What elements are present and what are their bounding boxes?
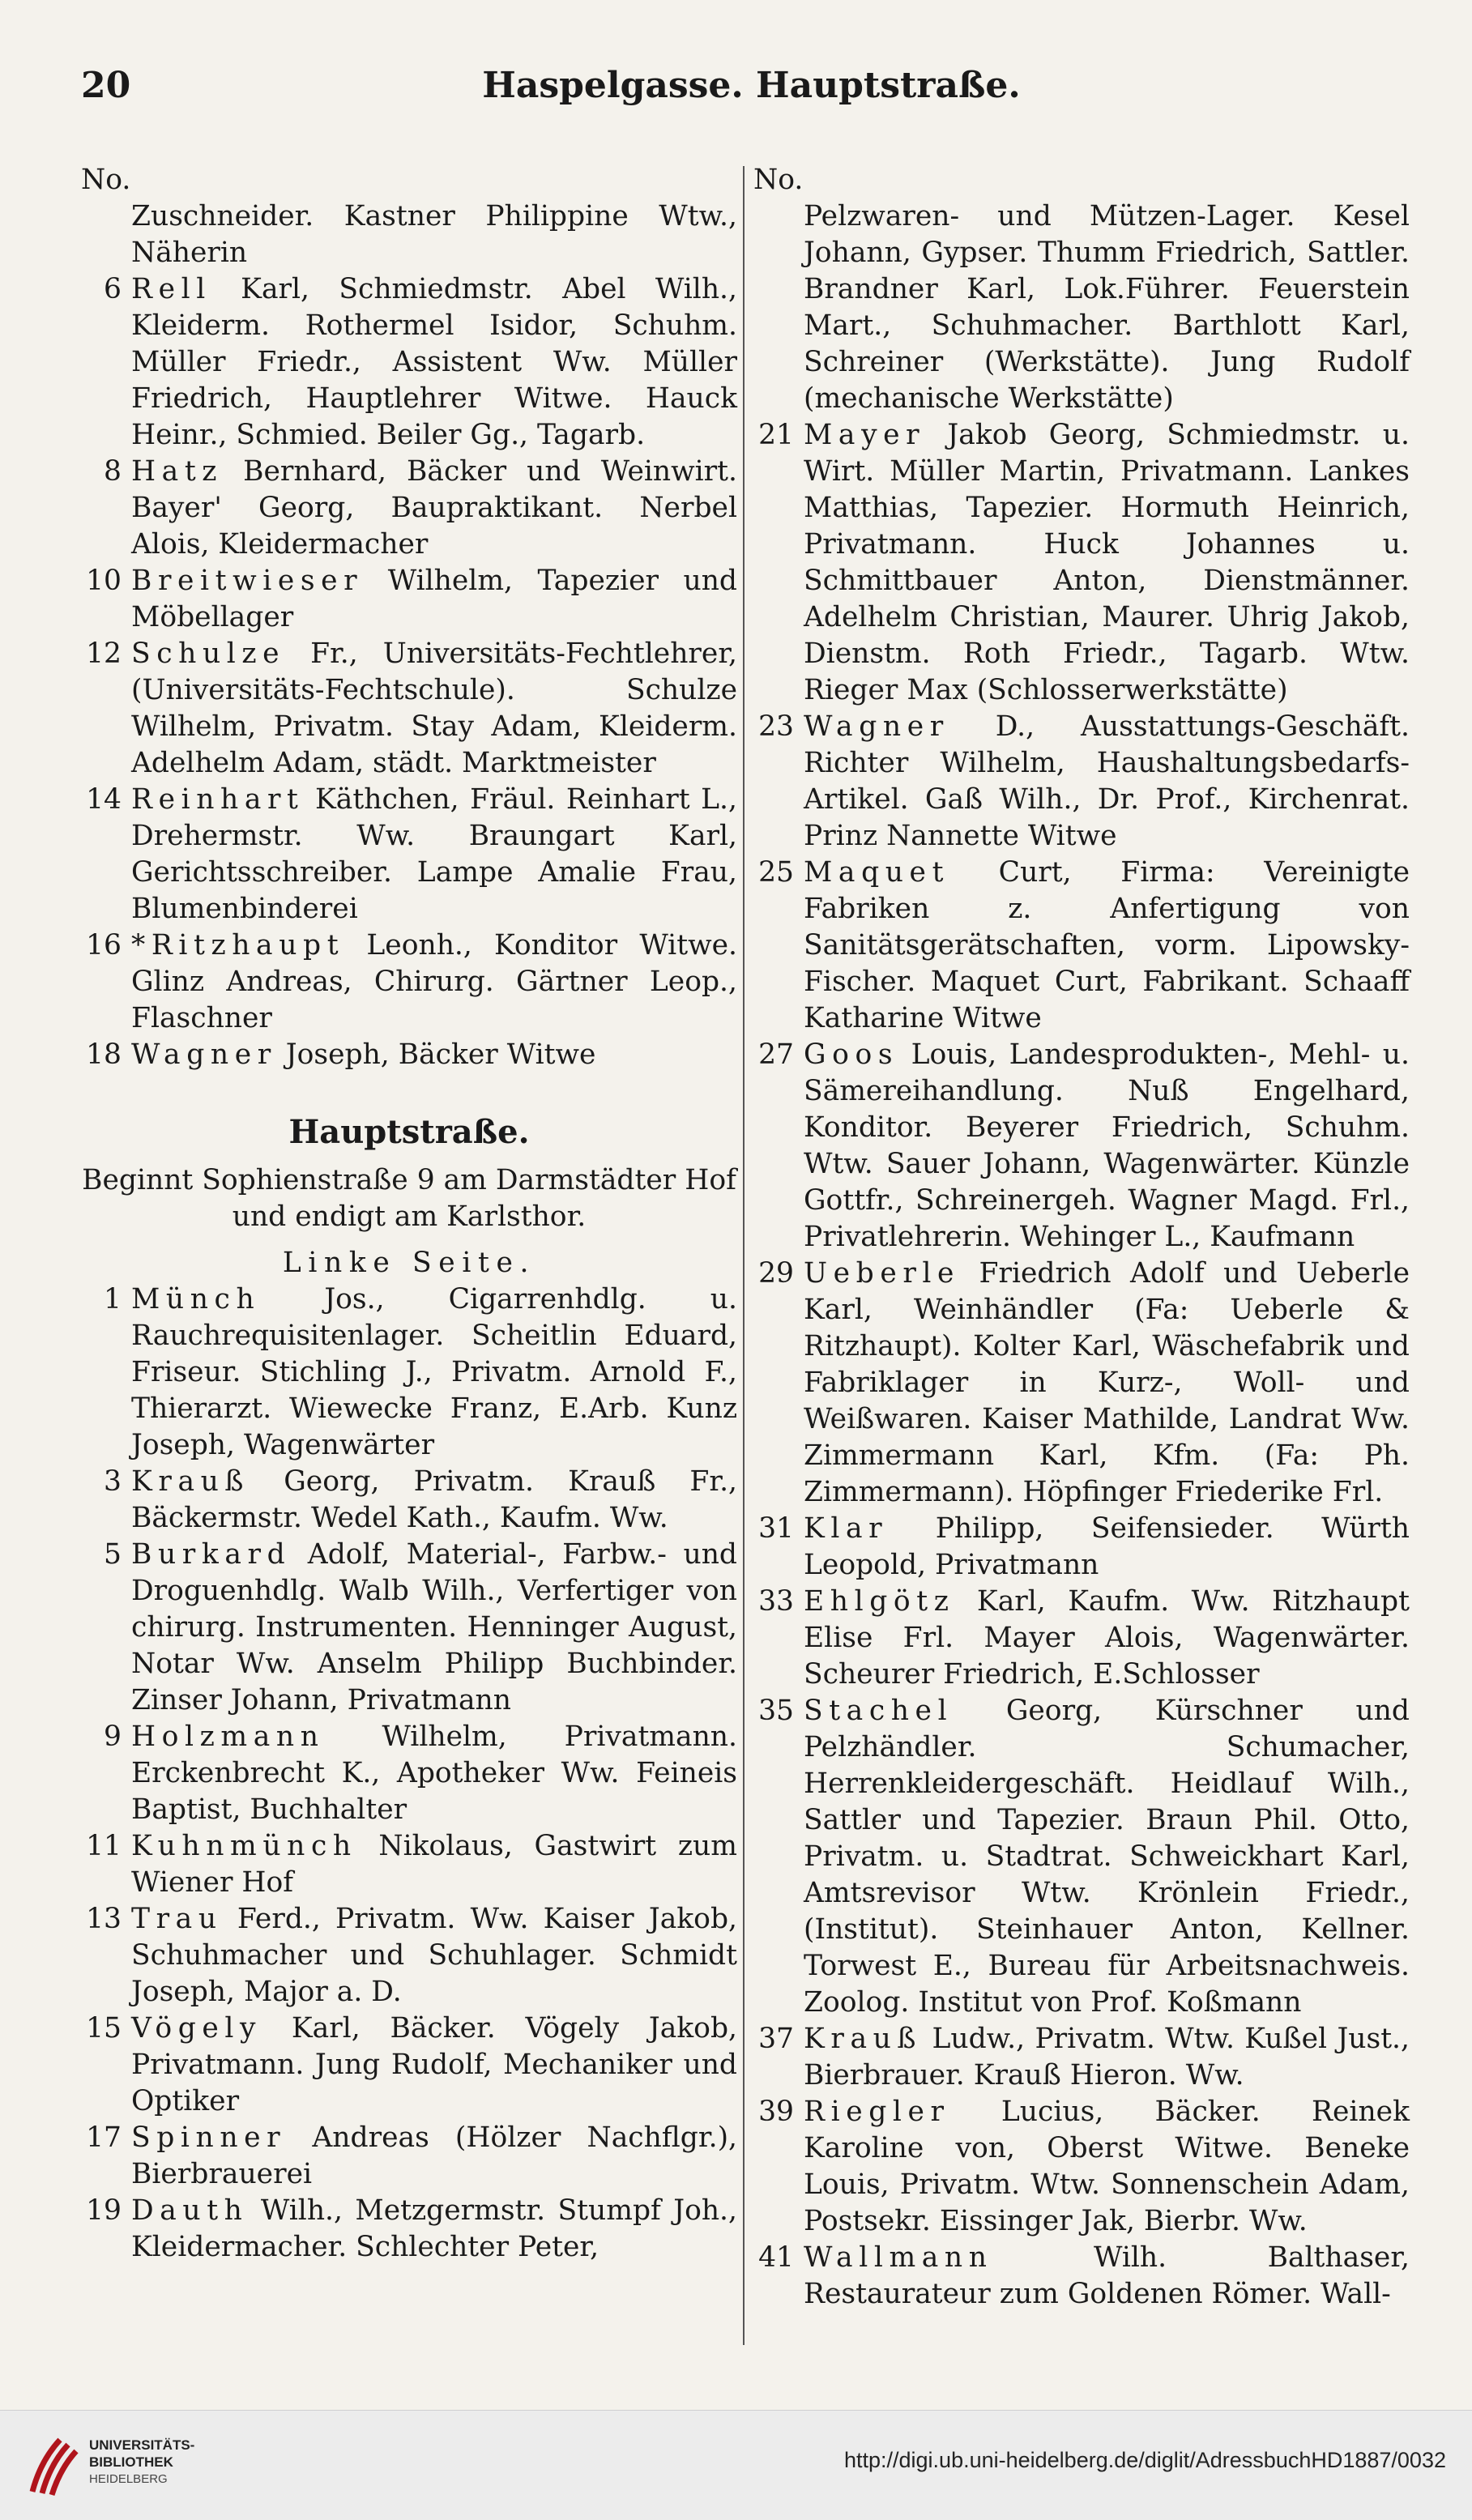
- address-entry: [81, 563, 737, 636]
- entry-body: Philipp, Seifensieder. Würth Leopold, Privatmann: [804, 1512, 1410, 1581]
- entry-body: Ludw., Privatm. Wtw. Kußel Just., Bierbrauer. Krauß Hieron. Ww.: [804, 2023, 1410, 2091]
- address-entry: [81, 927, 737, 1037]
- entry-text: [131, 1464, 737, 1537]
- entry-lead-name: *Ritzhaupt: [131, 929, 345, 962]
- entry-body: Bernhard, Bäcker und Weinwirt. Bayer' Georg, Baupraktikant. Nerbel Alois, Kleidermacher: [131, 455, 737, 561]
- entry-lead-name: Dauth: [131, 2194, 249, 2227]
- house-number: 1: [104, 1283, 122, 1315]
- house-number: 41: [758, 2241, 794, 2274]
- address-entry: [81, 1719, 737, 1828]
- house-number: 19: [86, 2194, 122, 2227]
- entry-list: [753, 198, 1410, 2313]
- right-column: [753, 162, 1410, 2313]
- entry-body: Karl, Kaufm. Ww. Ritzhaupt Elise Frl. Mayer Alois, Wagenwärter. Scheurer Friedrich, E.Schlosser: [804, 1585, 1410, 1691]
- house-number: 25: [758, 856, 794, 889]
- house-number: 29: [758, 1257, 794, 1290]
- entry-text: [131, 271, 737, 454]
- entry-body: Leonh., Konditor Witwe. Glinz Andreas, Chirurg. Gärtner Leop., Flaschner: [131, 929, 737, 1034]
- entry-lead-name: Krauß: [804, 2023, 923, 2055]
- entry-lead-name: Kuhnmünch: [131, 1830, 357, 1862]
- entry-body: Karl, Schmiedmstr. Abel Wilh., Kleiderm. Rothermel Isidor, Schuhm. Müller Friedr., Assistent Ww. Müller Friedrich, Hauptlehrer Witwe. Hauck Heinr., Schmied. Beiler Gg., Tagarb.: [131, 273, 737, 451]
- house-number: 37: [758, 2023, 794, 2055]
- entry-text: [804, 1584, 1410, 1693]
- house-number: 11: [86, 1830, 122, 1862]
- house-number: 13: [86, 1903, 122, 1935]
- library-name-line: HEIDELBERG: [89, 2472, 168, 2486]
- house-number: 16: [86, 929, 122, 962]
- entry-body: Nikolaus, Gastwirt zum Wiener Hof: [131, 1830, 737, 1899]
- house-number: 33: [758, 1585, 794, 1618]
- entry-lead-name: Riegler: [804, 2096, 950, 2128]
- entry-text: [131, 2193, 737, 2266]
- entry-lead-name: Mayer: [804, 419, 926, 451]
- house-number: 10: [86, 565, 122, 597]
- entry-lead-name: Schulze: [131, 637, 286, 670]
- address-entry: [753, 2021, 1410, 2094]
- house-number: 9: [104, 1721, 122, 1753]
- address-entry: [81, 1281, 737, 1464]
- entry-body: Fr., Universitäts-Fechtlehrer, (Universitäts-Fechtschule). Schulze Wilhelm, Privatm. Stay Adam, Kleiderm. Adelhelm Adam, städt. Marktmeister: [131, 637, 737, 779]
- entry-text: [131, 2010, 737, 2120]
- entry-text: [131, 2120, 737, 2193]
- house-number: 12: [86, 637, 122, 670]
- address-entry: [753, 1511, 1410, 1584]
- address-entry: [753, 417, 1410, 709]
- entry-lead-name: Münch: [131, 1283, 261, 1315]
- house-number: 39: [758, 2096, 794, 2128]
- entry-body: Joseph, Bäcker Witwe: [276, 1038, 596, 1071]
- entry-lead-name: Breitwieser: [131, 565, 364, 597]
- running-title: Haspelgasse. Hauptstraße.: [482, 65, 1021, 106]
- entry-body: Georg, Privatm. Krauß Fr., Bäckermstr. Wedel Kath., Kaufm. Ww.: [131, 1465, 737, 1534]
- entry-body: Lucius, Bäcker. Reinek Karoline von, Oberst Witwe. Beneke Louis, Privatm. Wtw. Sonnenschein Adam, Postsekr. Eissinger Jak, Bierbr. Ww.: [804, 2096, 1410, 2237]
- entry-body: Adolf, Material-, Farbw.- und Droguenhdlg. Walb Wilh., Verfertiger von chirurg. Instrumenten. Henninger August, Notar Ww. Anselm Philipp Buchbinder. Zinser Johann, Privatmann: [131, 1538, 737, 1716]
- entry-text: [804, 1693, 1410, 2021]
- entry-text: [804, 1256, 1410, 1511]
- entry-text: [804, 2240, 1410, 2313]
- page-number: 20: [81, 65, 131, 106]
- entry-body: Karl, Bäcker. Vögely Jakob, Privatmann. Jung Rudolf, Mechaniker und Optiker: [131, 2012, 737, 2117]
- entry-lead-name: Wallmann: [804, 2241, 993, 2274]
- entry-text: [131, 454, 737, 563]
- entry-list: [81, 1281, 737, 2266]
- house-number: 15: [86, 2012, 122, 2045]
- column-no-label: No.: [753, 164, 804, 196]
- entry-body: Wilh. Balthaser, Restaurateur zum Goldenen Römer. Wall-: [804, 2241, 1410, 2310]
- house-number: 5: [104, 1538, 122, 1571]
- entry-body: Louis, Landesprodukten-, Mehl- u. Sämereihandlung. Nuß Engelhard, Konditor. Beyerer Friedrich, Schuhm. Wtw. Sauer Johann, Wagenwärter. Künzle Gottfr., Schreinergeh. Wagner Magd. Frl., Privatlehrerin. Wehinger L., Kaufmann: [804, 1038, 1410, 1253]
- entry-lead-name: Reinhart: [131, 783, 305, 816]
- entry-body: Jos., Cigarrenhdlg. u. Rauchrequisitenlager. Scheitlin Eduard, Friseur. Stichling J., Privatm. Arnold F., Thierarzt. Wiewecke Franz, E.Arb. Kunz Joseph, Wagenwärter: [131, 1283, 737, 1461]
- entry-body: Pelzwaren- und Mützen-Lager. Kesel Johann, Gypser. Thumm Friedrich, Sattler. Brandner Karl, Lok.Führer. Feuerstein Mart., Schuhmacher. Barthlott Karl, Schreiner (Werkstätte). Jung Rudolf (mechanische Werkstätte): [804, 200, 1410, 415]
- house-number: 6: [104, 273, 122, 305]
- page-header: [81, 65, 1422, 122]
- entry-body: Ferd., Privatm. Ww. Kaiser Jakob, Schuhmacher und Schuhlager. Schmidt Joseph, Major a. D.: [131, 1903, 737, 2008]
- entry-body: Wilh., Metzgermstr. Stumpf Joh., Kleidermacher. Schlechter Peter,: [131, 2194, 737, 2263]
- address-entry: [81, 636, 737, 782]
- entry-body: Friedrich Adolf und Ueberle Karl, Weinhändler (Fa: Ueberle & Ritzhaupt). Kolter Karl, Wäschefabrik und Fabriklager in Kurz-, Woll- und Weißwaren. Kaiser Mathilde, Landrat Ww. Zimmermann Karl, Kfm. (Fa: Ph. Zimmermann). Höpfinger Friederike Frl.: [804, 1257, 1410, 1508]
- address-entry: [81, 1537, 737, 1719]
- house-number: 14: [86, 783, 122, 816]
- entry-body: Andreas (Hölzer Nachflgr.), Bierbrauerei: [131, 2121, 737, 2190]
- address-entry: [753, 1693, 1410, 2021]
- entry-text: [131, 1828, 737, 1901]
- entry-lead-name: Stachel: [804, 1695, 954, 1727]
- address-entry: [81, 1037, 737, 1073]
- entry-body: Käthchen, Fräul. Reinhart L., Drehermstr. Ww. Braungart Karl, Gerichtsschreiber. Lampe Amalie Frau, Blumenbinderei: [131, 783, 737, 925]
- address-entry: [81, 2010, 737, 2120]
- entry-text: [131, 636, 737, 782]
- house-number: 17: [86, 2121, 122, 2154]
- entry-body: Zuschneider. Kastner Philippine Wtw., Näherin: [131, 200, 737, 269]
- house-number: 21: [758, 419, 794, 451]
- entry-lead-name: Goos: [804, 1038, 899, 1071]
- section-title: Hauptstraße.: [288, 1113, 530, 1151]
- house-number: 23: [758, 710, 794, 743]
- entry-body: Georg, Kürschner und Pelzhändler. Schumacher, Herrenkleidergeschäft. Heidlauf Wilh., Sattler und Tapezier. Braun Phil. Otto, Privatm. u. Stadtrat. Schweickhart Karl, Amtsrevisor Wtw. Krönlein Friedr., (Institut). Steinhauer Anton, Kellner. Torwest E., Bureau für Arbeitsnachweis. Zoolog. Institut von Prof. Koßmann: [804, 1695, 1410, 2019]
- address-entry: [81, 271, 737, 454]
- entry-lead-name: Maquet: [804, 856, 950, 889]
- entry-lead-name: Vögely: [131, 2012, 262, 2045]
- library-name-line: BIBLIOTHEK: [89, 2454, 173, 2470]
- address-entry: [753, 1256, 1410, 1511]
- entry-text: [804, 417, 1410, 709]
- entry-lead-name: Hatz: [131, 455, 224, 488]
- entry-lead-name: Wagner: [804, 710, 949, 743]
- column-no-label: No.: [81, 164, 131, 196]
- entry-text: [131, 1537, 737, 1719]
- entry-text: [131, 1037, 737, 1073]
- entry-lead-name: Rell: [131, 273, 211, 305]
- source-url-link[interactable]: http://digi.ub.uni-heidelberg.de/diglit/AdressbuchHD1887/0032: [843, 2448, 1446, 2472]
- house-number: 31: [758, 1512, 794, 1545]
- entry-body: Jakob Georg, Schmiedmstr. u. Wirt. Müller Martin, Privatmann. Lankes Matthias, Tapezier. Hormuth Heinrich, Privatmann. Huck Johannes u. Schmittbauer Anton, Dienstmänner. Adelhelm Christian, Maurer. Uhrig Jakob, Dienstm. Roth Friedr., Tagarb. Wtw. Rieger Max (Schlosserwerkstätte): [804, 419, 1410, 706]
- entry-text: [804, 1511, 1410, 1584]
- entry-lead-name: Spinner: [131, 2121, 287, 2154]
- entry-lead-name: Trau: [131, 1903, 223, 1935]
- left-column: [81, 162, 737, 2266]
- entry-body: D., Ausstattungs-Geschäft. Richter Wilhelm, Haushaltungsbedarfs-Artikel. Gaß Wilh., Dr. Prof., Kirchenrat. Prinz Nannette Witwe: [804, 710, 1410, 852]
- entry-lead-name: Krauß: [131, 1465, 250, 1498]
- address-entry: [81, 198, 737, 271]
- address-entry: [753, 709, 1410, 855]
- address-entry: [753, 855, 1410, 1037]
- entry-text: [131, 1719, 737, 1828]
- address-entry: [81, 2193, 737, 2266]
- column-divider: [743, 166, 745, 2345]
- entry-lead-name: Klar: [804, 1512, 889, 1545]
- entry-lead-name: Burkard: [131, 1538, 292, 1571]
- entry-text: [131, 1281, 737, 1464]
- entry-lead-name: Wagner: [131, 1038, 277, 1071]
- entry-text: [804, 2094, 1410, 2240]
- address-entry: [753, 1584, 1410, 1693]
- library-footer: [0, 2410, 1472, 2520]
- entry-text: [131, 927, 737, 1037]
- entry-lead-name: Ehlgötz: [804, 1585, 955, 1618]
- address-entry: [753, 2094, 1410, 2240]
- entry-lead-name: Ueberle: [804, 1257, 961, 1290]
- address-entry: [753, 2240, 1410, 2313]
- address-entry: [753, 198, 1410, 417]
- address-entry: [81, 782, 737, 927]
- entry-list: [81, 198, 737, 1073]
- entry-lead-name: Holzmann: [131, 1721, 325, 1753]
- entry-text: [131, 782, 737, 927]
- address-entry: [81, 1901, 737, 2010]
- house-number: 8: [104, 455, 122, 488]
- library-logo-icon: [18, 2428, 91, 2501]
- side-label: Linke Seite.: [282, 1247, 536, 1279]
- entry-text: [804, 709, 1410, 855]
- house-number: 27: [758, 1038, 794, 1071]
- entry-text: [131, 198, 737, 271]
- entry-body: Wilhelm, Privatmann. Erckenbrecht K., Apotheker Ww. Feineis Baptist, Buchhalter: [131, 1721, 737, 1826]
- entry-text: [131, 563, 737, 636]
- address-entry: [753, 1037, 1410, 1256]
- entry-text: [131, 1901, 737, 2010]
- house-number: 35: [758, 1695, 794, 1727]
- section-intro: Beginnt Sophienstraße 9 am Darmstädter Hof und endigt am Karlsthor.: [82, 1164, 736, 1233]
- entry-text: [804, 855, 1410, 1037]
- address-entry: [81, 2120, 737, 2193]
- entry-body: Curt, Firma: Vereinigte Fabriken z. Anfertigung von Sanitätsgerätschaften, vorm. Lipowsky-Fischer. Maquet Curt, Fabrikant. Schaaff Katharine Witwe: [804, 856, 1410, 1034]
- entry-text: [804, 2021, 1410, 2094]
- library-name: [89, 2437, 194, 2488]
- entry-text: [804, 198, 1410, 417]
- entry-text: [804, 1037, 1410, 1256]
- address-entry: [81, 454, 737, 563]
- house-number: 18: [86, 1038, 122, 1071]
- entry-body: Wilhelm, Tapezier und Möbellager: [131, 565, 737, 633]
- house-number: 3: [104, 1465, 122, 1498]
- address-entry: [81, 1828, 737, 1901]
- library-name-line: UNIVERSITÄTS-: [89, 2437, 195, 2453]
- address-entry: [81, 1464, 737, 1537]
